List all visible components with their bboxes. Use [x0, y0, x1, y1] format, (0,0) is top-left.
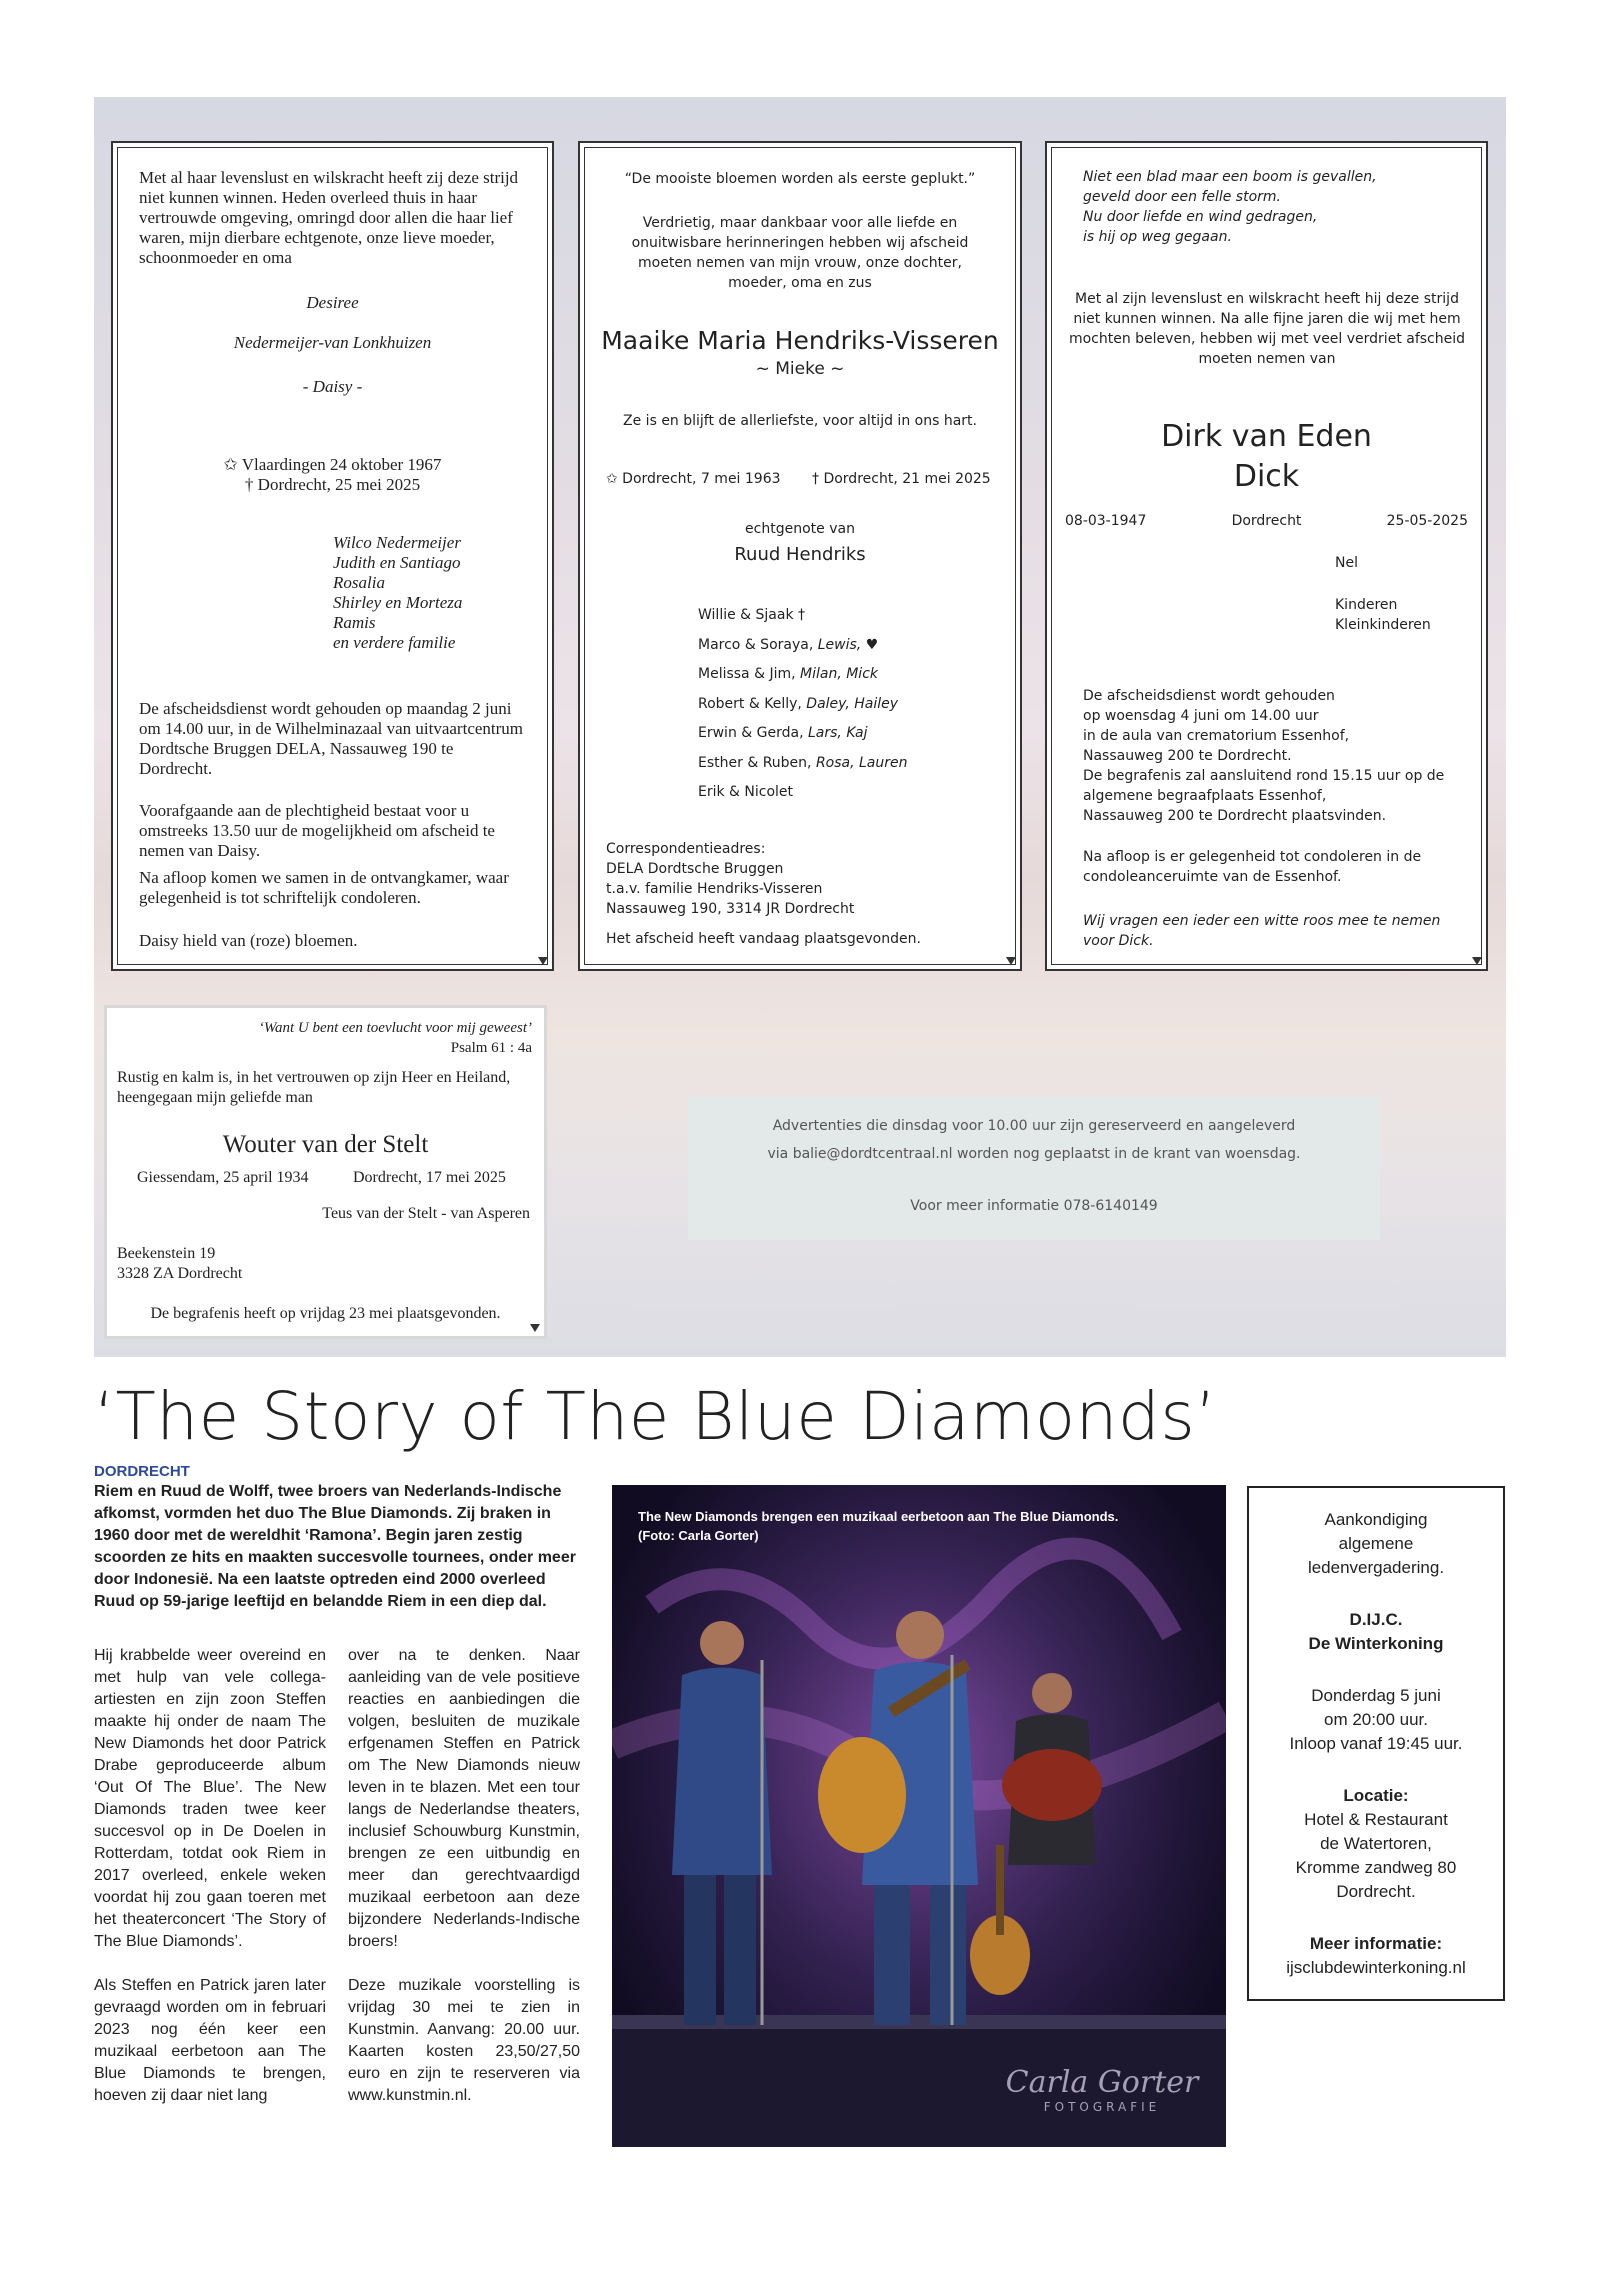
notice-website-link[interactable]: ijsclubdewinterkoning.nl — [1286, 1958, 1466, 1977]
notice-location-line: Kromme zandweg 80 — [1295, 1858, 1457, 1877]
obituary-name: Maaike Maria Hendriks-Visseren — [601, 326, 999, 355]
obituary-psalm: Psalm 61 : 4a — [450, 1040, 532, 1056]
obituary-tagline: Ze is en blijft de allerliefste, voor altijd in ons hart. — [623, 413, 977, 429]
family-row — [698, 694, 1008, 724]
photo-watermark — [992, 2065, 1212, 2114]
obituary-quote: “De mooiste bloemen worden als eerste geplukt.” — [624, 171, 976, 187]
obituary-family — [698, 605, 1008, 812]
family-row — [698, 723, 1008, 753]
family-kids: Milan, Mick — [800, 666, 878, 682]
family-names: Erwin & Gerda, — [698, 725, 808, 741]
family-names: Melissa & Jim, — [698, 666, 801, 682]
notice-date: Donderdag 5 juni — [1311, 1686, 1441, 1705]
article-lead: Riem en Ruud de Wolff, twee broers van Nederlands-Indische afkomst, vormden het duo The Blue Diamonds. Zij braken in 1960 door met de wereldhit ‘Ramona’. Begin jaren zestig scoorden ze hits en maakten succesvolle tournees, onder meer door Indonesië. Na een laatste optreden eind 2000 overleed Ruud op 59-jarige leeftijd en belandde Riem in een diep dal. — [94, 1483, 576, 1610]
obituary-born: Giessendam, 25 april 1934 — [137, 1169, 309, 1186]
obituary-spouse: Teus van der Stelt - van Asperen — [322, 1205, 530, 1222]
family-row — [698, 635, 1008, 665]
family-names: Robert & Kelly, — [698, 695, 807, 712]
concert-photo-illustration — [612, 1485, 1226, 2147]
address-line: t.a.v. familie Hendriks-Visseren — [606, 881, 823, 897]
notice-inloop: Inloop vanaf 19:45 uur. — [1289, 1734, 1463, 1753]
poem-line: is hij op weg gegaan. — [1083, 229, 1232, 245]
obituary-card-wouter — [104, 1005, 547, 1339]
family-member: Ramis — [333, 613, 376, 632]
family-kids: Rosa, Lauren — [815, 754, 908, 771]
obituary-died: † Dordrecht, 21 mei 2025 — [812, 471, 991, 487]
obituary-card-dirk — [1045, 141, 1488, 971]
obituary-family — [333, 533, 533, 653]
article-column-1 — [94, 1645, 326, 2129]
obituary-name: Wouter van der Stelt — [222, 1131, 429, 1158]
family-names: Esther & Ruben, — [698, 754, 816, 771]
photo-caption — [638, 1507, 1118, 1545]
obituary-intro: Rustig en kalm is, in het vertrouwen op zijn Heer en Heiland, heengegaan mijn geliefde man — [117, 1069, 511, 1106]
obituary-service — [1083, 686, 1483, 826]
service-line: op woensdag 4 juni om 14.00 uur — [1083, 708, 1319, 724]
address-line: DELA Dordtsche Bruggen — [606, 861, 784, 877]
obituary-service: De afscheidsdienst wordt gehouden op maandag 2 juni om 14.00 uur, in de Wilhelminazaal van uitvaartcentrum Dordtsche Bruggen DELA, Nassauweg 190 te Dordrecht. — [139, 699, 524, 778]
info-line-3: Voor meer informatie 078-6140149 — [910, 1198, 1158, 1214]
family-names: Erik & Nicolet — [698, 784, 794, 800]
notice-location-line: Hotel & Restaurant — [1304, 1810, 1448, 1829]
family-member: Shirley en Morteza — [333, 593, 463, 612]
address-line: Correspondentieadres: — [606, 841, 766, 857]
notice-line: Aankondiging — [1324, 1510, 1428, 1529]
obituary-nickname: - Daisy - — [302, 377, 363, 396]
obituary-died: Dordrecht, 17 mei 2025 — [353, 1169, 506, 1186]
obituary-family-2: Kinderen — [1335, 597, 1398, 613]
obituary-spouse: Ruud Hendriks — [734, 544, 866, 565]
advertisement-info-box — [688, 1096, 1380, 1240]
obituary-family-3: Kleinkinderen — [1335, 617, 1431, 633]
address-line: Nassauweg 190, 3314 JR Dordrecht — [606, 901, 855, 917]
family-names: Willie & Sjaak † — [698, 607, 806, 623]
obituary-nickname: ~ Mieke ~ — [755, 359, 845, 379]
obituary-name-line2: Nedermeijer-van Lonkhuizen — [233, 333, 432, 352]
family-kids: Lewis, ♥ — [817, 636, 879, 653]
notice-time: om 20:00 uur. — [1324, 1710, 1428, 1729]
family-member: Judith en Santiago — [333, 553, 461, 572]
notice-location-line: Dordrecht. — [1336, 1882, 1416, 1901]
family-row — [698, 664, 1008, 694]
obituary-card-maaike — [578, 141, 1022, 971]
service-line: algemene begraafplaats Essenhof, — [1083, 788, 1327, 804]
obituary-born: ✩ Dordrecht, 7 mei 1963 — [606, 471, 781, 487]
family-member: en verdere familie — [333, 633, 456, 652]
obituary-place: Dordrecht — [1231, 513, 1302, 529]
obituary-born: ✩ Vlaardingen 24 oktober 1967 — [223, 455, 442, 474]
obituary-address-1: Beekenstein 19 — [117, 1245, 216, 1262]
family-member: Wilco Nedermeijer — [333, 533, 461, 552]
article-headline: ‘The Story of The Blue Diamonds’ — [94, 1378, 1217, 1455]
obituary-address — [606, 839, 996, 919]
obituary-closing: De begrafenis heeft op vrijdag 23 mei plaatsgevonden. — [150, 1305, 501, 1322]
article-paragraph: over na te denken. Naar aanleiding van de vele positieve reacties en aanbiedingen die volgen, besluiten de muzikale erfgenamen Steffen en Patrick om The New Diamonds nieuw leven in te blazen. Met een tour langs de Nederlandse theaters, inclusief Schouwburg Kunstmin, brengen ze een uitbundig en meer dan gerechtvaardigd muzikaal eerbetoon aan deze bijzondere Nederlands-Indische broers! — [348, 1647, 580, 1950]
notice-location-line: de Watertoren, — [1320, 1834, 1432, 1853]
obituary-name-line1: Desiree — [306, 293, 359, 312]
article-dateline: DORDRECHT — [94, 1463, 190, 1480]
obituary-closing: Wij vragen een ieder een witte roos mee te nemen voor Dick. — [1083, 913, 1441, 949]
article-paragraph: Deze muzikale voorstelling is vrijdag 30 mei te zien in Kunstmin. Aanvang: 20.00 uur. Kaarten kosten 23,50/27,50 euro en zijn te reserveren via www.kunstmin.nl. — [348, 1977, 580, 2104]
info-line-1: Advertenties die dinsdag voor 10.00 uur zijn gereserveerd en aangeleverd — [772, 1118, 1296, 1134]
info-line-2: via balie@dordtcentraal.nl worden nog geplaatst in de krant van woensdag. — [767, 1146, 1301, 1162]
obituary-intro: Met al haar levenslust en wilskracht heeft zij deze strijd niet kunnen winnen. Heden overleed thuis in haar vertrouwde omgeving, omringd door allen die haar lief waren, mijn dierbare echtgenote, onze lieve moeder, schoonmoeder en oma — [139, 168, 519, 267]
notice-more-info-label: Meer informatie: — [1309, 1934, 1443, 1953]
obituary-poem — [1083, 167, 1463, 247]
obituary-card-desiree — [111, 141, 554, 971]
photo-caption-text: The New Diamonds brengen een muzikaal eerbetoon aan The Blue Diamonds. — [638, 1509, 1119, 1524]
family-kids: Daley, Hailey — [806, 695, 899, 712]
obituary-before: Voorafgaande aan de plechtigheid bestaat voor u omstreeks 13.50 uur de mogelijkheid om afscheid te nemen van Daisy. — [139, 801, 495, 860]
obituary-address-2: 3328 ZA Dordrecht — [117, 1265, 243, 1282]
service-line: Nassauweg 200 te Dordrecht. — [1083, 748, 1292, 764]
service-line: in de aula van crematorium Essenhof, — [1083, 728, 1350, 744]
poem-line: Niet een blad maar een boom is gevallen, — [1083, 169, 1377, 185]
obituary-family-1: Nel — [1335, 555, 1358, 571]
obituary-closing: Het afscheid heeft vandaag plaatsgevonden. — [606, 931, 921, 947]
obituary-date-born: 08-03-1947 — [1065, 513, 1147, 529]
club-meeting-notice — [1247, 1486, 1505, 2001]
obituary-date-died: 25-05-2025 — [1386, 513, 1468, 529]
service-line: Nassauweg 200 te Dordrecht plaatsvinden. — [1083, 808, 1387, 824]
obituary-intro: Met al zijn levenslust en wilskracht heeft hij deze strijd niet kunnen winnen. Na alle fijne jaren die wij met hem mochten beleven, hebben wij met veel verdriet afscheid moeten nemen van — [1068, 291, 1466, 367]
card-inner-border — [1051, 147, 1482, 965]
family-row — [698, 782, 1008, 812]
article-paragraph: Hij krabbelde weer overeind en met hulp van vele collega-artiesten en zijn zoon Steffen maakte hij onder de naam The New Diamonds het door Patrick Drabe geproduceerde album ‘Out Of The Blue’. The New Diamonds traden twee keer succesvol op in De Doelen in Rotterdam, totdat ook Riem in 2017 overleed, enkele weken voordat hij zou gaan toeren met het theaterconcert ‘The Story of The Blue Diamonds’. — [94, 1647, 326, 1950]
service-line: De begrafenis zal aansluitend rond 15.15 uur op de — [1083, 768, 1445, 784]
notice-club-name: De Winterkoning — [1308, 1634, 1444, 1653]
family-names: Marco & Soraya, — [698, 636, 818, 653]
family-kids: Lars, Kaj — [807, 725, 868, 741]
obituary-spouse-label: echtgenote van — [745, 521, 855, 537]
obituary-died: † Dordrecht, 25 mei 2025 — [244, 475, 421, 494]
obituary-quote: ‘Want U bent een toevlucht voor mij geweest’ — [258, 1020, 532, 1036]
family-member: Rosalia — [333, 573, 385, 592]
obituary-condolence: Na afloop is er gelegenheid tot condoleren in de condoleanceruimte van de Essenhof. — [1083, 849, 1422, 885]
family-row — [698, 605, 1008, 635]
service-line: De afscheidsdienst wordt gehouden — [1083, 688, 1335, 704]
notice-line: algemene — [1338, 1534, 1414, 1553]
photo-credit: (Foto: Carla Gorter) — [638, 1528, 759, 1543]
poem-line: geveld door een felle storm. — [1083, 189, 1281, 205]
obituary-intro: Verdrietig, maar dankbaar voor alle liefde en onuitwisbare herinneringen hebben wij afscheid moeten nemen van mijn vrouw, onze dochter, moeder, oma en zus — [631, 215, 969, 291]
notice-line: ledenvergadering. — [1307, 1558, 1445, 1577]
poem-line: Nu door liefde en wind gedragen, — [1083, 209, 1318, 225]
article-column-2 — [348, 1645, 580, 2129]
article-photo — [612, 1485, 1226, 2147]
watermark-signature: Carla Gorter — [1005, 2065, 1199, 2100]
notice-club-abbr: D.IJ.C. — [1349, 1610, 1403, 1629]
family-row — [698, 753, 1008, 783]
obituary-nickname: Dick — [1233, 459, 1300, 494]
article-paragraph: Als Steffen en Patrick jaren later gevraagd worden om in februari 2023 nog één keer een muzikaal eerbetoon aan The Blue Diamonds te brengen, hoeven zij daar niet lang — [94, 1977, 326, 2104]
obituary-closing: Daisy hield van (roze) bloemen. — [139, 931, 358, 950]
watermark-label: FOTOGRAFIE — [1043, 2100, 1161, 2114]
notice-location-label: Locatie: — [1343, 1786, 1409, 1805]
obituary-after: Na afloop komen we samen in de ontvangkamer, waar gelegenheid is tot schriftelijk condoleren. — [139, 868, 509, 907]
obituary-name: Dirk van Eden — [1161, 419, 1372, 454]
